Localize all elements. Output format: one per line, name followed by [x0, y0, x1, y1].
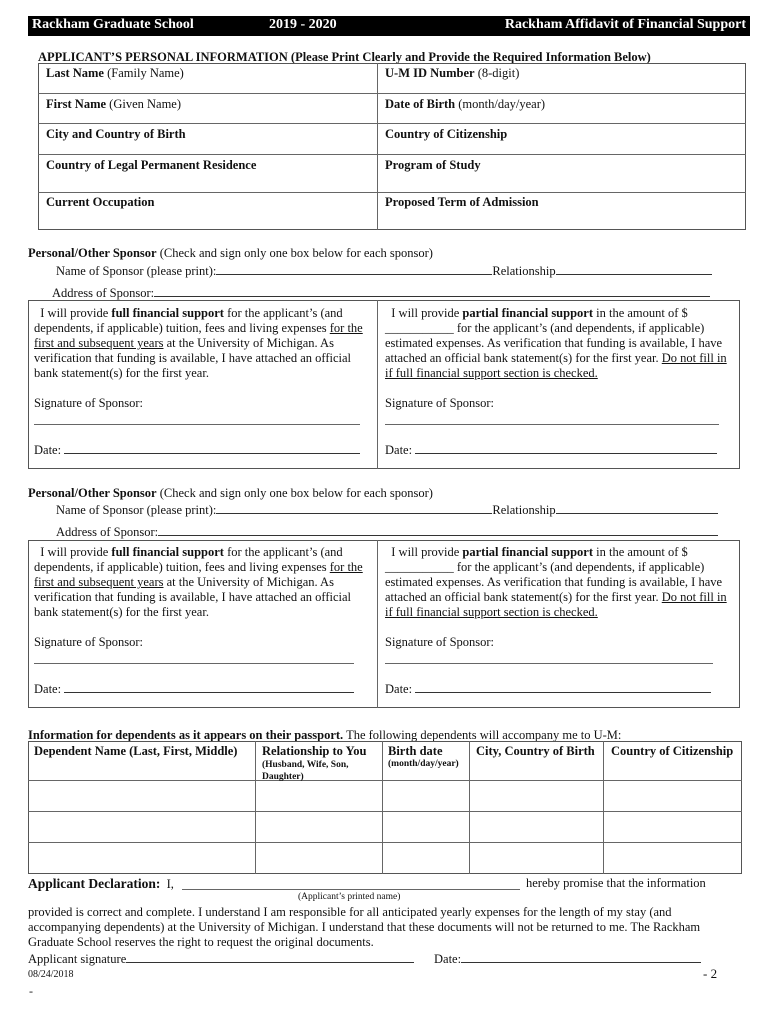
school-name: Rackham Graduate School [32, 17, 194, 32]
dependents-title: Information for dependents as it appears on their passport. The following dependents will accompany me to U-M: [28, 728, 622, 742]
sponsor-2-partial-date-row: Date: [385, 680, 711, 697]
personal-section-title: APPLICANT’S PERSONAL INFORMATION (Please Print Clearly and Provide the Required Information Below) [38, 50, 651, 64]
sponsor-1-partial-support[interactable]: I will provide partial financial support in the amount of $ ___________ for the applicant’s (and dependents, if applicable) estimated expenses. As verification that funding is available, I have attached an official bank statement(s) for the first year. Do not fill in if full financial support section is checked. [385, 306, 727, 380]
footer-dash: - [29, 984, 33, 998]
academic-year: 2019 - 2020 [269, 17, 337, 32]
row-rule [38, 154, 746, 155]
sponsor-2-partial-signature-label: Signature of Sponsor: [385, 635, 495, 649]
declaration-title: Applicant Declaration: [28, 876, 161, 891]
field-country-citizenship[interactable]: Country of Citizenship [385, 127, 508, 141]
row-rule [38, 93, 746, 94]
sponsor-1-partial-date-input[interactable] [415, 441, 717, 454]
field-proposed-term[interactable]: Proposed Term of Admission [385, 195, 539, 209]
sponsor-2-address-row: Address of Sponsor: [56, 523, 718, 540]
col-relationship-sub: (Husband, Wife, Son, Daughter) [262, 760, 349, 782]
field-date-of-birth[interactable]: Date of Birth (month/day/year) [385, 97, 546, 111]
header-bar [28, 16, 750, 36]
sponsor-1-partial-date-row: Date: [385, 441, 717, 458]
sponsor-2-full-signature-label: Signature of Sponsor: [34, 635, 144, 649]
dependent-row-2[interactable] [29, 812, 741, 841]
dependent-row-3[interactable] [29, 843, 741, 873]
sponsor-1-full-support[interactable]: I will provide full financial support for the applicant’s (and dependents, if applicable) tuition, fees and living expenses for the first and subsequent years at the University of Michigan. As verification that funding is available, I have attached an official bank statement(s) for the first year. [34, 306, 363, 380]
sponsor-1-partial-signature-label: Signature of Sponsor: [385, 396, 495, 410]
applicant-date-row: Date: [434, 950, 701, 967]
sponsor-1-address-row: Address of Sponsor: [52, 284, 710, 301]
sponsor-2-full-support[interactable]: I will provide full financial support for the applicant’s (and dependents, if applicable) tuition, fees and living expenses for the first and subsequent years at the University of Michigan. As verification that funding is available, I have attached an official bank statement(s) for the first year. [34, 545, 363, 619]
sponsor-2-full-signature-line[interactable] [34, 663, 354, 664]
declaration-promise: hereby promise that the information [526, 876, 706, 890]
field-city-country-birth[interactable]: City and Country of Birth [46, 127, 186, 141]
field-first-name[interactable]: First Name (Given Name) [46, 97, 182, 111]
page-number: - 2 [703, 966, 718, 981]
sponsor-1-title: Personal/Other Sponsor (Check and sign only one box below for each sponsor) [28, 246, 433, 260]
applicant-signature-input[interactable] [126, 950, 414, 963]
row-rule [38, 123, 746, 124]
applicant-date-input[interactable] [461, 950, 701, 963]
sponsor-2-name-row: Name of Sponsor (please print): Relationship [56, 501, 718, 518]
dependent-row-1[interactable] [29, 781, 741, 810]
row-rule [38, 192, 746, 193]
sponsor-2-partial-date-input[interactable] [415, 680, 711, 693]
printed-name-caption: (Applicant’s printed name) [298, 892, 401, 902]
col-birth-date: Birth date [388, 744, 443, 758]
sponsor-1-name-input[interactable] [216, 262, 492, 275]
col-country-citizenship: Country of Citizenship [611, 744, 734, 758]
col-city-country-birth: City, Country of Birth [476, 744, 595, 758]
field-program-of-study[interactable]: Program of Study [385, 158, 481, 172]
col-dependent-name: Dependent Name (Last, First, Middle) [34, 744, 238, 758]
sponsor-1-full-signature-line[interactable] [34, 424, 360, 425]
applicant-signature-row: Applicant signature [28, 950, 414, 967]
sponsor-2-title: Personal/Other Sponsor (Check and sign only one box below for each sponsor) [28, 486, 433, 500]
sponsor-1-divider [377, 300, 378, 469]
form-title: Rackham Affidavit of Financial Support [504, 17, 746, 32]
sponsor-1-relationship-input[interactable] [556, 262, 712, 275]
field-umid[interactable]: U-M ID Number (8-digit) [385, 66, 520, 80]
sponsor-2-divider [377, 540, 378, 708]
col-birth-date-sub: (month/day/year) [388, 759, 459, 769]
sponsor-1-address-input[interactable] [154, 284, 710, 297]
sponsor-1-full-signature-label: Signature of Sponsor: [34, 396, 144, 410]
sponsor-2-full-date-row: Date: [34, 680, 354, 697]
sponsor-2-address-input[interactable] [158, 523, 718, 536]
declaration-text: provided is correct and complete. I understand I am responsible for all anticipated yearly expenses for the length of my stay (and accompanying dependents) at the University of Michigan. I understand that these documents will not be returned to me. The Rackham Graduate School reserves the right to request the original documents. [28, 905, 701, 949]
field-permanent-residence[interactable]: Country of Legal Permanent Residence [46, 158, 257, 172]
sponsor-2-full-date-input[interactable] [64, 680, 354, 693]
sponsor-2-name-input[interactable] [216, 501, 492, 514]
applicant-name-line[interactable] [182, 889, 520, 890]
sponsor-2-partial-support[interactable]: I will provide partial financial support in the amount of $ ___________ for the applicant’s (and dependents, if applicable) estimated expenses. As verification that funding is available, I have attached an official bank statement(s) for the first year. Do not fill in if full financial support section is checked. [385, 545, 727, 619]
sponsor-2-relationship-input[interactable] [556, 501, 718, 514]
sponsor-1-partial-signature-line[interactable] [385, 424, 719, 425]
col-relationship: Relationship to You [262, 744, 367, 758]
field-current-occupation[interactable]: Current Occupation [46, 195, 155, 209]
sponsor-1-full-date-row: Date: [34, 441, 360, 458]
sponsor-1-name-row: Name of Sponsor (please print): Relationship [56, 262, 712, 279]
personal-divider [377, 63, 378, 230]
sponsor-2-partial-signature-line[interactable] [385, 663, 713, 664]
declaration-row: Applicant Declaration: I, [28, 876, 174, 891]
footer-date-code: 08/24/2018 [28, 969, 74, 980]
field-last-name[interactable]: Last Name (Family Name) [46, 66, 184, 80]
sponsor-1-full-date-input[interactable] [64, 441, 360, 454]
